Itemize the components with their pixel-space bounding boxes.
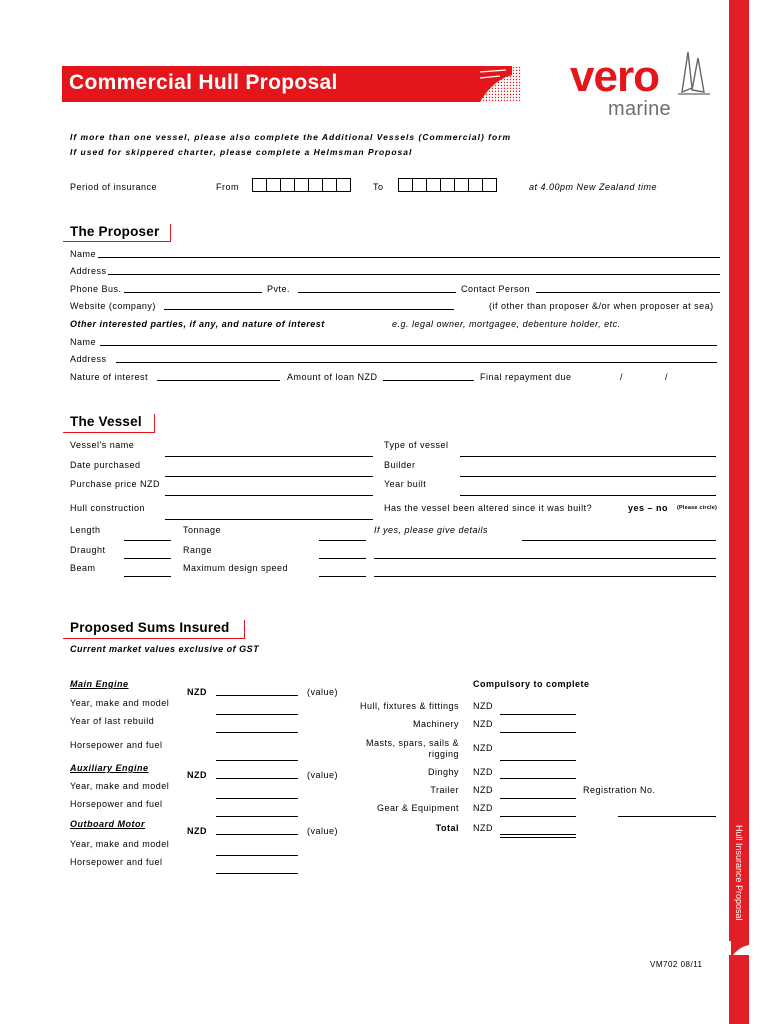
vessel-type-label: Type of vessel (384, 440, 449, 450)
contact-label: Contact Person (461, 284, 531, 294)
purchase-price-label: Purchase price NZD (70, 479, 161, 489)
dinghy-field[interactable] (500, 778, 576, 779)
aux-engine-value-label: (value) (307, 770, 339, 780)
beam-label: Beam (70, 563, 96, 573)
please-circle-note: (Please circle) (677, 505, 717, 511)
masts-field[interactable] (500, 760, 576, 761)
hull-construction-field[interactable] (165, 519, 373, 520)
hull-construction-label: Hull construction (70, 503, 146, 513)
party-name-label: Name (70, 337, 97, 347)
outboard-nzd-label: NZD (187, 826, 207, 836)
speed-label: Maximum design speed (183, 563, 289, 573)
dinghy-label: Dinghy (427, 767, 459, 777)
trailer-label: Trailer (430, 785, 459, 795)
main-engine-ymm-label: Year, make and model (70, 698, 170, 708)
nature-label: Nature of interest (70, 372, 149, 382)
website-field[interactable] (164, 309, 454, 310)
aux-engine-ymm-field[interactable] (216, 798, 298, 799)
aux-engine-value-field[interactable] (216, 778, 298, 779)
repayment-slash-2: / (665, 372, 669, 382)
tonnage-field[interactable] (319, 540, 366, 541)
nature-field[interactable] (157, 380, 280, 381)
trailer-field[interactable] (500, 798, 576, 799)
outboard-label: Outboard Motor (70, 819, 145, 829)
website-label: Website (company) (70, 301, 156, 311)
loan-label: Amount of loan NZD (287, 372, 378, 382)
period-to-label: To (373, 182, 384, 192)
interested-parties-label: Other interested parties, if any, and nature of interest (70, 319, 325, 329)
note-additional-vessels: If more than one vessel, please also complete the Additional Vessels (Commercial) form (70, 132, 512, 142)
period-to-boxes[interactable] (398, 178, 503, 195)
address-field[interactable] (108, 274, 720, 275)
draught-label: Draught (70, 545, 106, 555)
title-banner (62, 66, 476, 102)
hull-fixtures-field[interactable] (500, 714, 576, 715)
if-yes-label: If yes, please give details (374, 525, 489, 535)
side-corner-graphic (729, 941, 749, 955)
date-purchased-label: Date purchased (70, 460, 141, 470)
aux-engine-label: Auxiliary Engine (70, 763, 149, 773)
registration-field[interactable] (618, 816, 716, 817)
side-label: Hull Insurance Proposal (734, 825, 744, 921)
logo-sub: marine (608, 98, 671, 120)
alteration-details-field-2[interactable] (374, 558, 716, 559)
yes-no-choice[interactable]: yes – no (628, 503, 669, 513)
corner-flag-icon (729, 941, 749, 955)
name-field[interactable] (98, 257, 720, 258)
masts-label-1: Masts, spars, sails & (365, 738, 459, 748)
repayment-slash-1: / (620, 372, 624, 382)
outboard-ymm-field[interactable] (216, 855, 298, 856)
period-label: Period of insurance (70, 182, 158, 192)
pvte-field[interactable] (298, 292, 456, 293)
banner-corner-icon (476, 66, 521, 102)
machinery-label: Machinery (412, 719, 459, 729)
period-from-boxes[interactable] (252, 178, 357, 195)
tonnage-label: Tonnage (183, 525, 222, 535)
draught-field[interactable] (124, 558, 171, 559)
address-label: Address (70, 266, 107, 276)
alteration-details-field-1[interactable] (522, 540, 716, 541)
website-note: (if other than proposer &/or when proposer at sea) (489, 301, 714, 311)
vessel-heading: The Vessel (70, 414, 142, 429)
vessel-heading-rule (63, 432, 155, 433)
trailer-nzd: NZD (473, 785, 493, 795)
masts-label-2: rigging (428, 749, 459, 759)
main-engine-hp-field[interactable] (216, 760, 298, 761)
note-helmsman: If used for skippered charter, please complete a Helmsman Proposal (70, 147, 413, 157)
repayment-label: Final repayment due (480, 372, 572, 382)
sums-subtitle: Current market values exclusive of GST (70, 644, 260, 654)
outboard-ymm-label: Year, make and model (70, 839, 170, 849)
sail-logo-icon (674, 48, 714, 98)
contact-field[interactable] (536, 292, 720, 293)
total-field[interactable] (500, 834, 576, 835)
aux-engine-nzd-label: NZD (187, 770, 207, 780)
party-address-field[interactable] (116, 362, 717, 363)
machinery-nzd: NZD (473, 719, 493, 729)
builder-field[interactable] (460, 476, 716, 477)
total-nzd: NZD (473, 823, 493, 833)
masts-nzd: NZD (473, 743, 493, 753)
period-time-note: at 4.00pm New Zealand time (529, 182, 658, 192)
speed-field[interactable] (319, 576, 366, 577)
total-label: Total (435, 823, 459, 833)
registration-label: Registration No. (583, 785, 656, 795)
phone-label: Phone Bus. (70, 284, 122, 294)
sums-heading-rule (63, 638, 245, 639)
vessel-name-label: Vessel's name (70, 440, 135, 450)
gear-label: Gear & Equipment (376, 803, 459, 813)
party-address-label: Address (70, 354, 107, 364)
interested-parties-example: e.g. legal owner, mortgagee, debenture holder, etc. (392, 319, 621, 329)
total-field-double (500, 837, 576, 838)
outboard-hp-field[interactable] (216, 873, 298, 874)
hull-fixtures-label: Hull, fixtures & fittings (359, 701, 459, 711)
main-engine-ymm-field[interactable] (216, 714, 298, 715)
range-label: Range (183, 545, 213, 555)
vessel-type-field[interactable] (460, 456, 716, 457)
aux-engine-hp-label: Horsepower and fuel (70, 799, 163, 809)
builder-label: Builder (384, 460, 416, 470)
phone-field[interactable] (124, 292, 262, 293)
loan-field[interactable] (383, 380, 474, 381)
length-field[interactable] (124, 540, 171, 541)
name-label: Name (70, 249, 97, 259)
alteration-details-field-3[interactable] (374, 576, 716, 577)
main-engine-label: Main Engine (70, 679, 129, 689)
sums-heading: Proposed Sums Insured (70, 620, 230, 635)
outboard-hp-label: Horsepower and fuel (70, 857, 163, 867)
year-built-label: Year built (384, 479, 427, 489)
vessel-name-field[interactable] (165, 456, 373, 457)
main-engine-hp-label: Horsepower and fuel (70, 740, 163, 750)
year-built-field[interactable] (460, 495, 716, 496)
proposer-heading: The Proposer (70, 224, 160, 239)
main-engine-value-label: (value) (307, 687, 339, 697)
length-label: Length (70, 525, 101, 535)
main-engine-value-field[interactable] (216, 695, 298, 696)
main-engine-nzd-label: NZD (187, 687, 207, 697)
range-field[interactable] (319, 558, 366, 559)
party-name-field[interactable] (100, 345, 717, 346)
aux-engine-ymm-label: Year, make and model (70, 781, 170, 791)
hull-fixtures-nzd: NZD (473, 701, 493, 711)
banner-corner-graphic (476, 66, 521, 102)
beam-field[interactable] (124, 576, 171, 577)
logo-word: vero (570, 52, 659, 101)
machinery-field[interactable] (500, 732, 576, 733)
date-purchased-field[interactable] (165, 476, 373, 477)
proposer-heading-rule (63, 241, 171, 242)
gear-nzd: NZD (473, 803, 493, 813)
dinghy-nzd: NZD (473, 767, 493, 777)
compulsory-heading: Compulsory to complete (473, 679, 590, 689)
pvte-label: Pvte. (267, 284, 291, 294)
main-engine-rebuild-label: Year of last rebuild (70, 716, 155, 726)
period-from-label: From (216, 182, 239, 192)
purchase-price-field[interactable] (165, 495, 373, 496)
page-title: Commercial Hull Proposal (69, 71, 338, 94)
outboard-value-label: (value) (307, 826, 339, 836)
form-code: VM702 08/11 (650, 960, 703, 969)
vero-marine-logo (570, 46, 720, 126)
gear-field[interactable] (500, 816, 576, 817)
aux-engine-hp-field[interactable] (216, 816, 298, 817)
altered-question: Has the vessel been altered since it was built? (384, 503, 593, 513)
main-engine-rebuild-field[interactable] (216, 732, 298, 733)
outboard-value-field[interactable] (216, 834, 298, 835)
